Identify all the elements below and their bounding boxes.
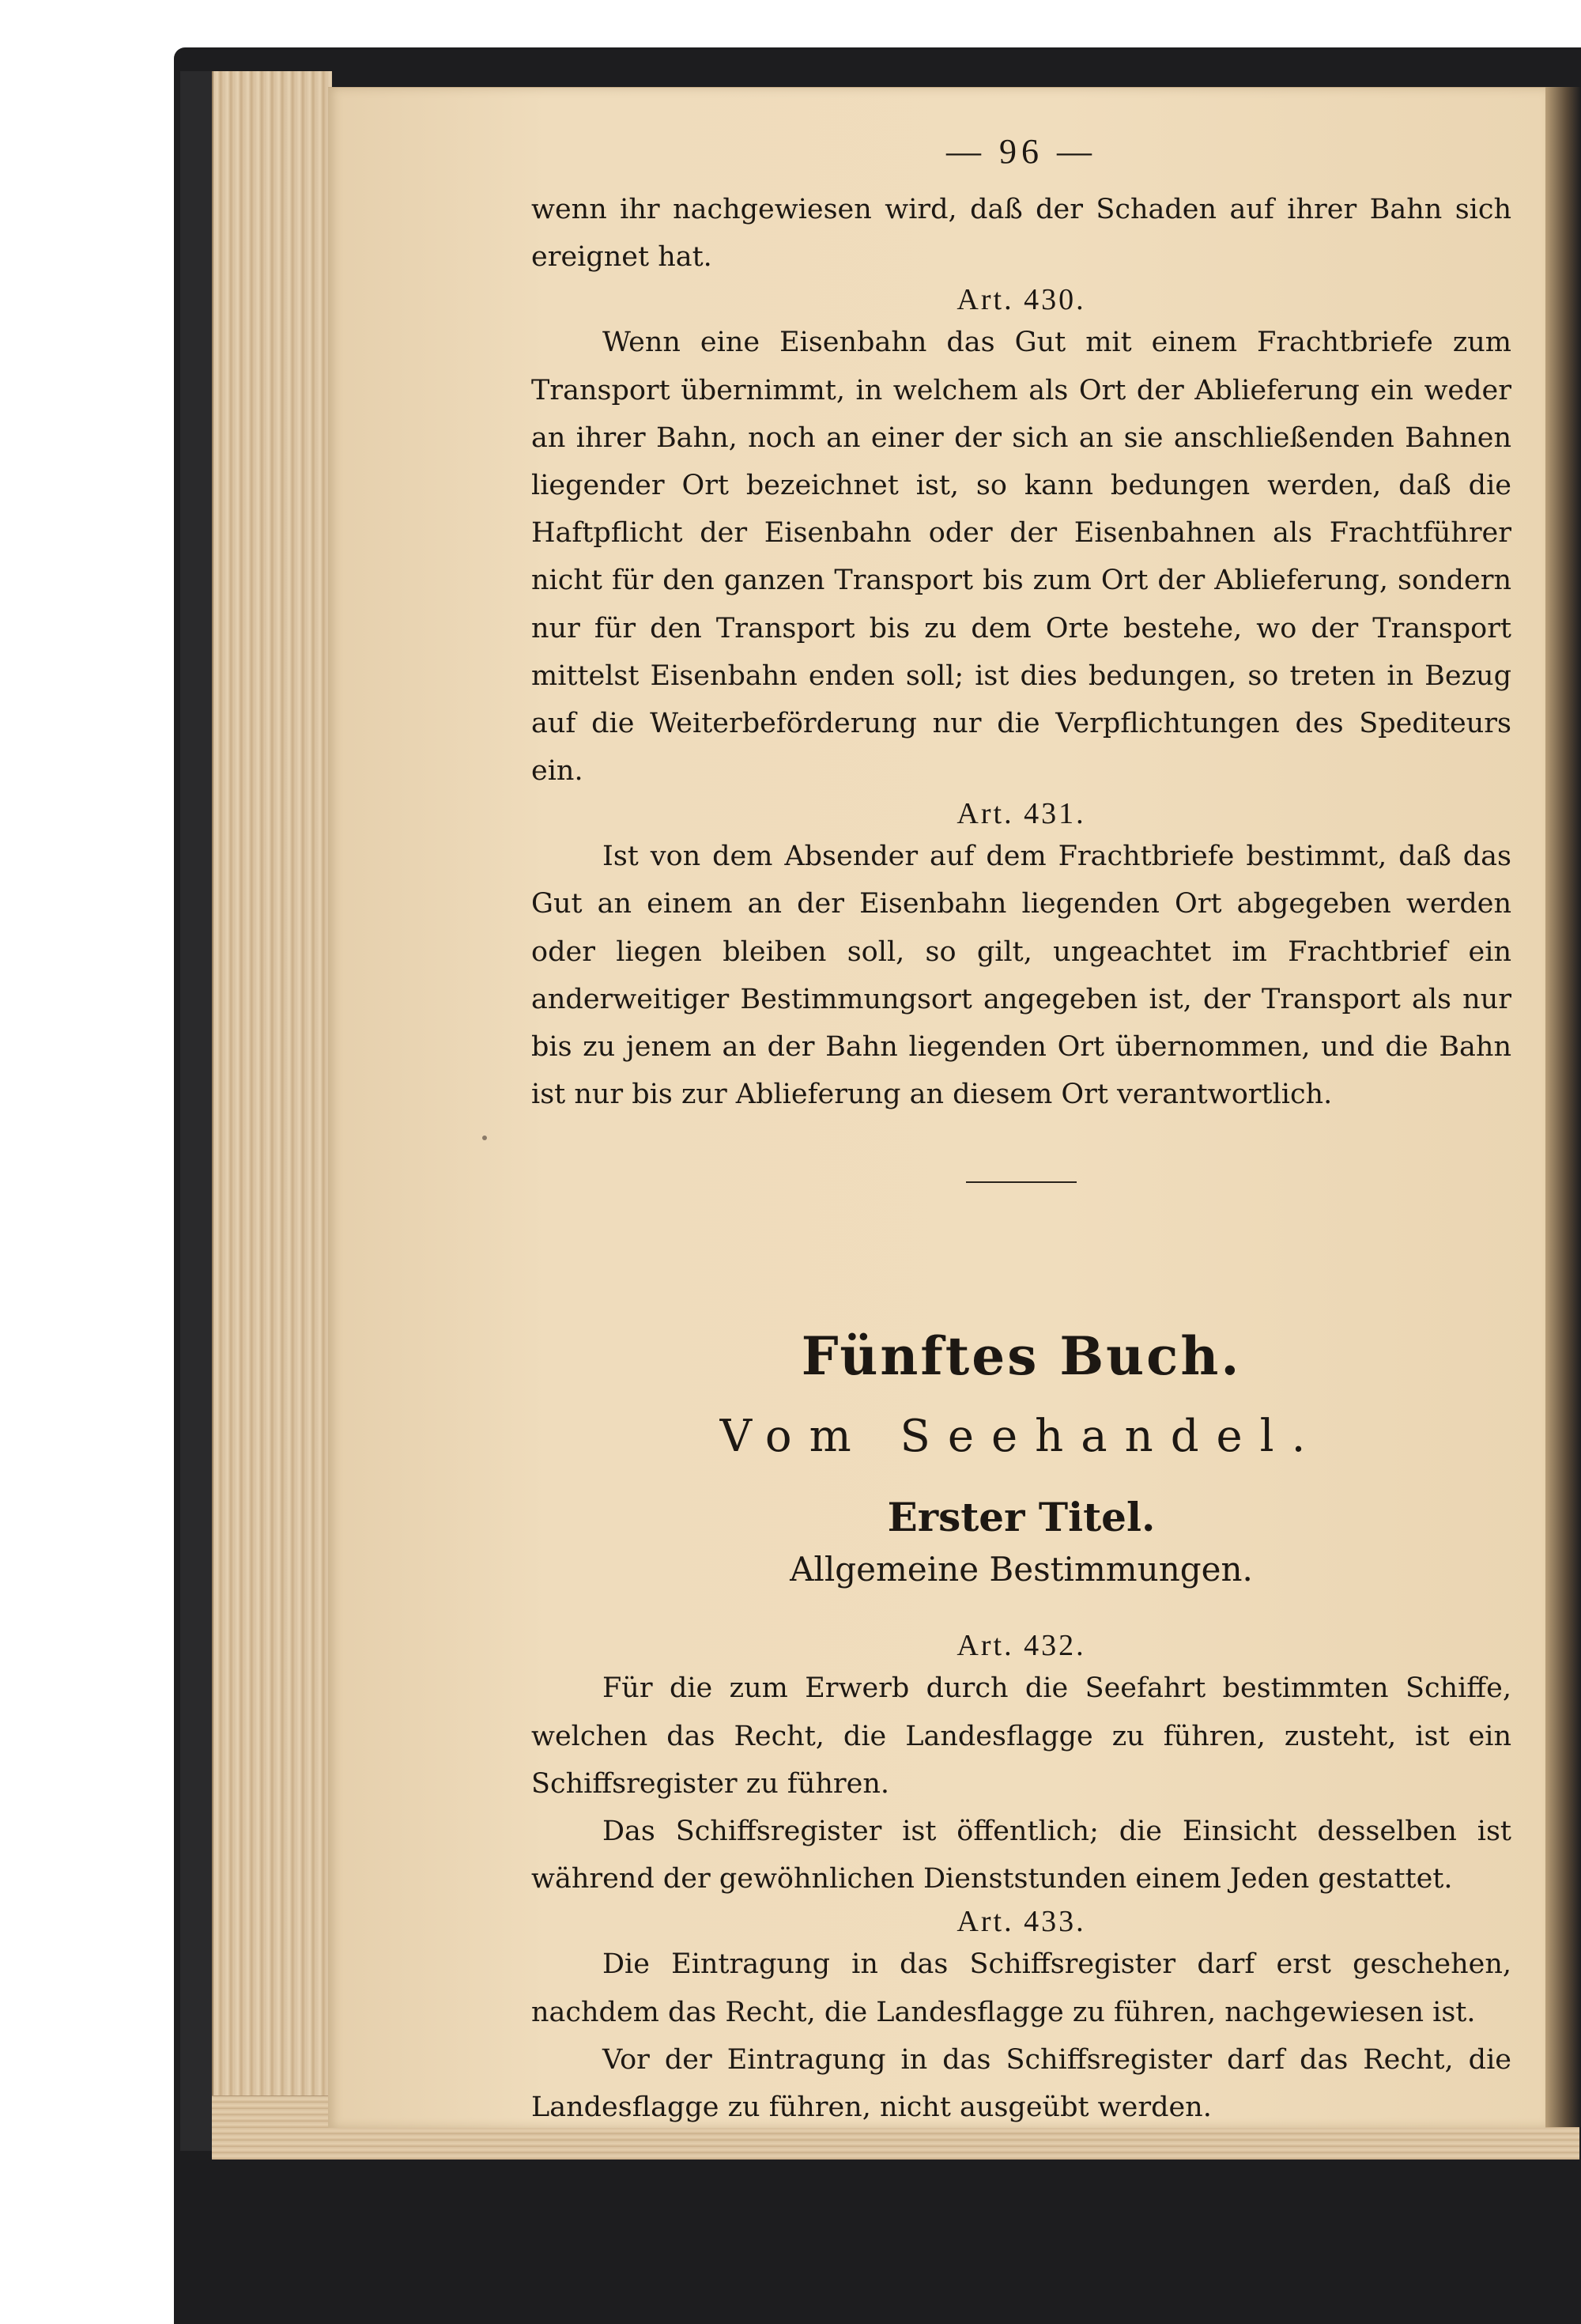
paragraph: Wenn eine Eisenbahn das Gut mit einem Frachtbriefe zum Transport übernimmt, in welchem als Ort der Ablieferung ein weder an ihrer Bahn, noch an einer der sich an sie anschließenden Bahnen liegender Ort bezeichnet ist, so kann bedungen werden, daß die Haftpflicht der Eisenbahn oder der Eisenbahnen als Frachtführer nicht für den ganzen Transport bis zum Ort der Ablieferung, sondern nur für den Transport bis zu dem Orte bestehe, wo der Transport mittelst Eisenbahn enden soll; ist dies bedungen, so treten in Bezug auf die Weiterbeförderung nur die Verpflichtungen des Spediteurs ein. — [531, 327, 1511, 788]
section-art-430-431 — [531, 186, 1511, 1118]
section-art-432-433 — [531, 1628, 1511, 2131]
ink-speck — [482, 1136, 487, 1140]
title-subject: Allgemeine Bestimmungen. — [790, 1550, 1253, 1589]
paragraph: Für die zum Erwerb durch die Seefahrt bestimmten Schiffe, welchen das Recht, die Landesflagge zu führen, zusteht, ist ein Schiffsregister zu führen. — [531, 1672, 1511, 1800]
page-text — [531, 131, 1511, 2131]
paragraph: wenn ihr nachgewiesen wird, daß der Schaden auf ihrer Bahn sich ereignet hat. — [531, 194, 1511, 274]
page-edges — [212, 71, 332, 2151]
book-spine — [180, 71, 212, 2151]
paragraph: Ist von dem Absender auf dem Frachtbriefe bestimmt, daß das Gut an einem an der Eisenbahn liegenden Ort abgegeben werden oder liegen bleiben soll, so gilt, ungeachtet im Frachtbrief ein anderweitiger Bestimmungsort angegeben ist, der Transport als nur bis zu jenem an der Bahn liegenden Ort übernommen, und die Bahn ist nur bis zur Ablieferung an diesem Ort verantwortlich. — [531, 841, 1511, 1111]
page-number: — 96 — — [946, 132, 1096, 171]
article-number: Art. 433. — [957, 1905, 1086, 1939]
section-divider — [966, 1181, 1077, 1183]
article-number: Art. 430. — [957, 283, 1086, 317]
title-heading: Erster Titel. — [887, 1494, 1156, 1541]
paragraph: Vor der Eintragung in das Schiffsregister darf das Recht, die Landesflagge zu führen, nicht ausgeübt werden. — [531, 2043, 1511, 2123]
article-number: Art. 431. — [957, 797, 1086, 831]
paragraph: Die Eintragung in das Schiffsregister darf erst geschehen, nachdem das Recht, die Landesflagge zu führen, nachgewiesen ist. — [531, 1948, 1511, 2028]
book-subject: Vom Seehandel. — [719, 1411, 1323, 1463]
page-shadow — [1545, 87, 1581, 2127]
paragraph: Das Schiffsregister ist öffentlich; die Einsicht desselben ist während der gewöhnlichen Dienststunden einem Jeden gestattet. — [531, 1815, 1511, 1895]
article-number: Art. 432. — [957, 1629, 1086, 1663]
book-heading: Fünftes Buch. — [801, 1325, 1242, 1388]
